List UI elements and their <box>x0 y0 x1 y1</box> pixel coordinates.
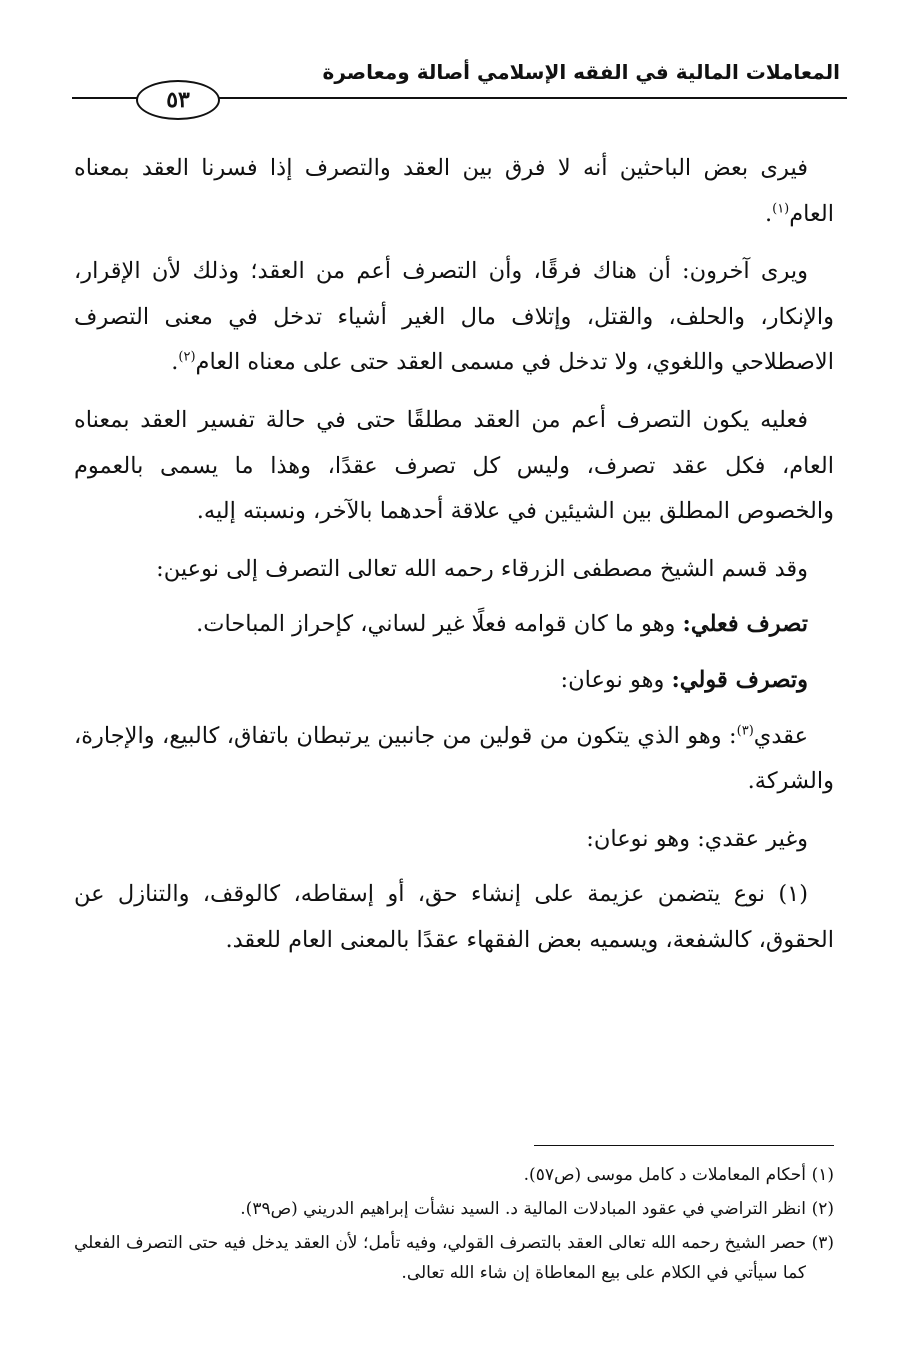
footnote-ref: (٣) <box>736 723 754 739</box>
paragraph-tail: . <box>171 349 179 376</box>
paragraph-text: فعليه يكون التصرف أعم من العقد مطلقًا حتى في حالة تفسير العقد بمعناه العام، فكل عقد تصرف، وليس كل تصرف عقدًا، وهذا ما يسمى بالعموم والخصوص المطلق بين الشيئين في علاقة أحدهما بالآخر، ونسبته إليه. <box>74 406 834 525</box>
footnote-number: (١) <box>811 1165 834 1185</box>
paragraph-7 <box>74 714 834 805</box>
paragraph-1 <box>74 146 834 237</box>
paragraph-9 <box>74 872 834 963</box>
footnote-ref: (٢) <box>178 349 196 365</box>
paragraph-5 <box>74 602 834 648</box>
paragraph-4 <box>74 547 834 593</box>
paragraph-2 <box>74 249 834 386</box>
footnote-ref: (١) <box>772 201 790 217</box>
footnote-text: أحكام المعاملات د كامل موسى (ص٥٧). <box>523 1165 806 1185</box>
main-text <box>74 146 834 976</box>
footnote-text: حصر الشيخ رحمه الله تعالى العقد بالتصرف القولي، وفيه تأمل؛ لأن العقد يدخل فيه حتى التصرف الفعلي كما سيأتي في الكلام على بيع المعاطاة إن شاء الله تعالى. <box>74 1233 806 1283</box>
paragraph-text: وهو ما كان قوامه فعلًا غير لساني، كإحراز المباحات. <box>196 611 683 638</box>
footnotes <box>74 1160 834 1292</box>
paragraph-text: (١) نوع يتضمن عزيمة على إنشاء حق، أو إسقاطه، كالوقف، والتنازل عن الحقوق، كالشفعة، ويسميه بعض الفقهاء عقدًا بالمعنى العام للعقد. <box>74 881 834 953</box>
paragraph-text: ويرى آخرون: أن هناك فرقًا، وأن التصرف أعم من العقد؛ وذلك لأن الإقرار، والإنكار، والحلف، والقتل، وإتلاف مال الغير أشياء تدخل في معنى التصرف الاصطلاحي واللغوي، ولا تدخل في مسمى العقد حتى على معناه العام <box>74 258 834 376</box>
paragraph-3 <box>74 398 834 535</box>
paragraph-text: وغير عقدي: وهو نوعان: <box>586 825 808 852</box>
footnote-separator <box>534 1145 834 1146</box>
paragraph-text: وهو نوعان: <box>560 666 672 693</box>
footnote-text: انظر التراضي في عقود المبادلات المالية د. السيد نشأت إبراهيم الدريني (ص٣٩). <box>240 1199 806 1219</box>
paragraph-text: وقد قسم الشيخ مصطفى الزرقاء رحمه الله تعالى التصرف إلى نوعين: <box>156 555 808 582</box>
term-lead: عقدي <box>753 722 808 749</box>
running-header-title: المعاملات المالية في الفقه الإسلامي أصالة ومعاصرة <box>322 60 840 84</box>
paragraph-text: فيرى بعض الباحثين أنه لا فرق بين العقد والتصرف إذا فسرنا العقد بمعناه العام <box>74 155 834 227</box>
paragraph-tail: . <box>764 200 773 227</box>
footnote-number: (٢) <box>811 1199 834 1219</box>
page-number: ٥٣ <box>136 80 220 120</box>
paragraph-6 <box>74 658 834 704</box>
footnote-1 <box>74 1160 834 1190</box>
term-heading: تصرف فعلي: <box>682 611 808 638</box>
footnote-number: (٣) <box>811 1233 834 1253</box>
paragraph-8 <box>74 817 834 863</box>
footnote-3 <box>74 1228 834 1288</box>
footnote-2 <box>74 1194 834 1224</box>
paragraph-text: : وهو الذي يتكون من قولين من جانبين يرتبطان باتفاق، كالبيع، والإجارة، والشركة. <box>74 722 834 795</box>
term-heading: وتصرف قولي: <box>671 666 808 693</box>
